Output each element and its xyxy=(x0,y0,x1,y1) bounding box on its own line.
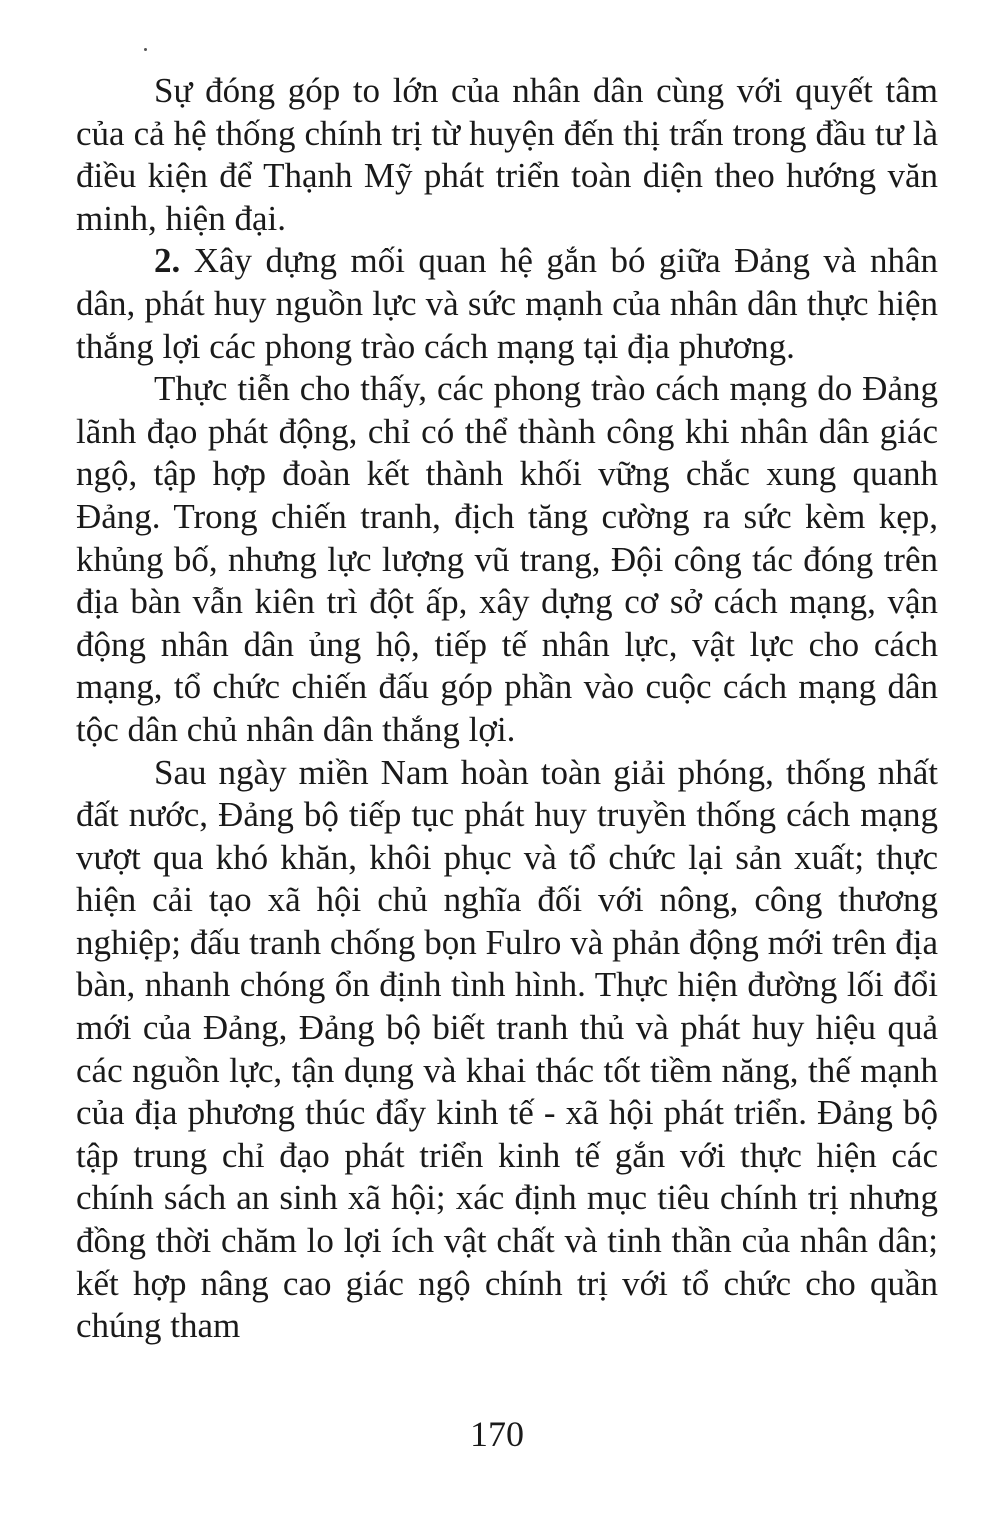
paragraph-text: Xây dựng mối quan hệ gắn bó giữa Đảng và nhân dân, phát huy nguồn lực và sức mạnh của nhân dân thực hiện thắng lợi các phong trào cách mạng tại địa phương. xyxy=(76,241,938,366)
scan-speck xyxy=(144,48,147,51)
body-text xyxy=(76,70,938,1348)
section-number: 2. xyxy=(154,241,181,281)
paragraph-text: Sau ngày miền Nam hoàn toàn giải phóng, thống nhất đất nước, Đảng bộ tiếp tục phát huy truyền thống cách mạng vượt qua khó khăn, khôi phục và tổ chức lại sản xuất; thực hiện cải tạo xã hội chủ nghĩa đối với nông, công thương nghiệp; đấu tranh chống bọn Fulro và phản động mới trên địa bàn, nhanh chóng ổn định tình hình. Thực hiện đường lối đổi mới của Đảng, Đảng bộ biết tranh thủ và phát huy hiệu quả các nguồn lực, tận dụng và khai thác tốt tiềm năng, thế mạnh của địa phương thúc đẩy kinh tế - xã hội phát triển. Đảng bộ tập trung chỉ đạo phát triển kinh tế gắn với thực hiện các chính sách an sinh xã hội; xác định mục tiêu chính trị nhưng đồng thời chăm lo lợi ích vật chất và tinh thần của nhân dân; kết hợp nâng cao giác ngộ chính trị với tổ chức cho quần chúng tham xyxy=(76,752,938,1346)
page-number: 170 xyxy=(470,1414,524,1454)
paragraph-text: Thực tiễn cho thấy, các phong trào cách mạng do Đảng lãnh đạo phát động, chỉ có thể thành công khi nhân dân giác ngộ, tập hợp đoàn kết thành khối vững chắc xung quanh Đảng. Trong chiến tranh, địch tăng cường ra sức kèm kẹp, khủng bố, nhưng lực lượng vũ trang, Đội công tác đóng trên địa bàn vẫn kiên trì đột ấp, xây dựng cơ sở cách mạng, vận động nhân dân ủng hộ, tiếp tế nhân lực, vật lực cho cách mạng, tổ chức chiến đấu góp phần vào cuộc cách mạng dân tộc dân chủ nhân dân thắng lợi. xyxy=(76,369,938,749)
paragraph-4 xyxy=(76,752,938,1348)
paragraph-3 xyxy=(76,368,938,751)
paragraph-text: Sự đóng góp to lớn của nhân dân cùng với quyết tâm của cả hệ thống chính trị từ huyện đến thị trấn trong đầu tư là điều kiện để Thạnh Mỹ phát triển toàn diện theo hướng văn minh, hiện đại. xyxy=(76,71,938,238)
paragraph-1 xyxy=(76,70,938,240)
paragraph-2 xyxy=(76,240,938,368)
